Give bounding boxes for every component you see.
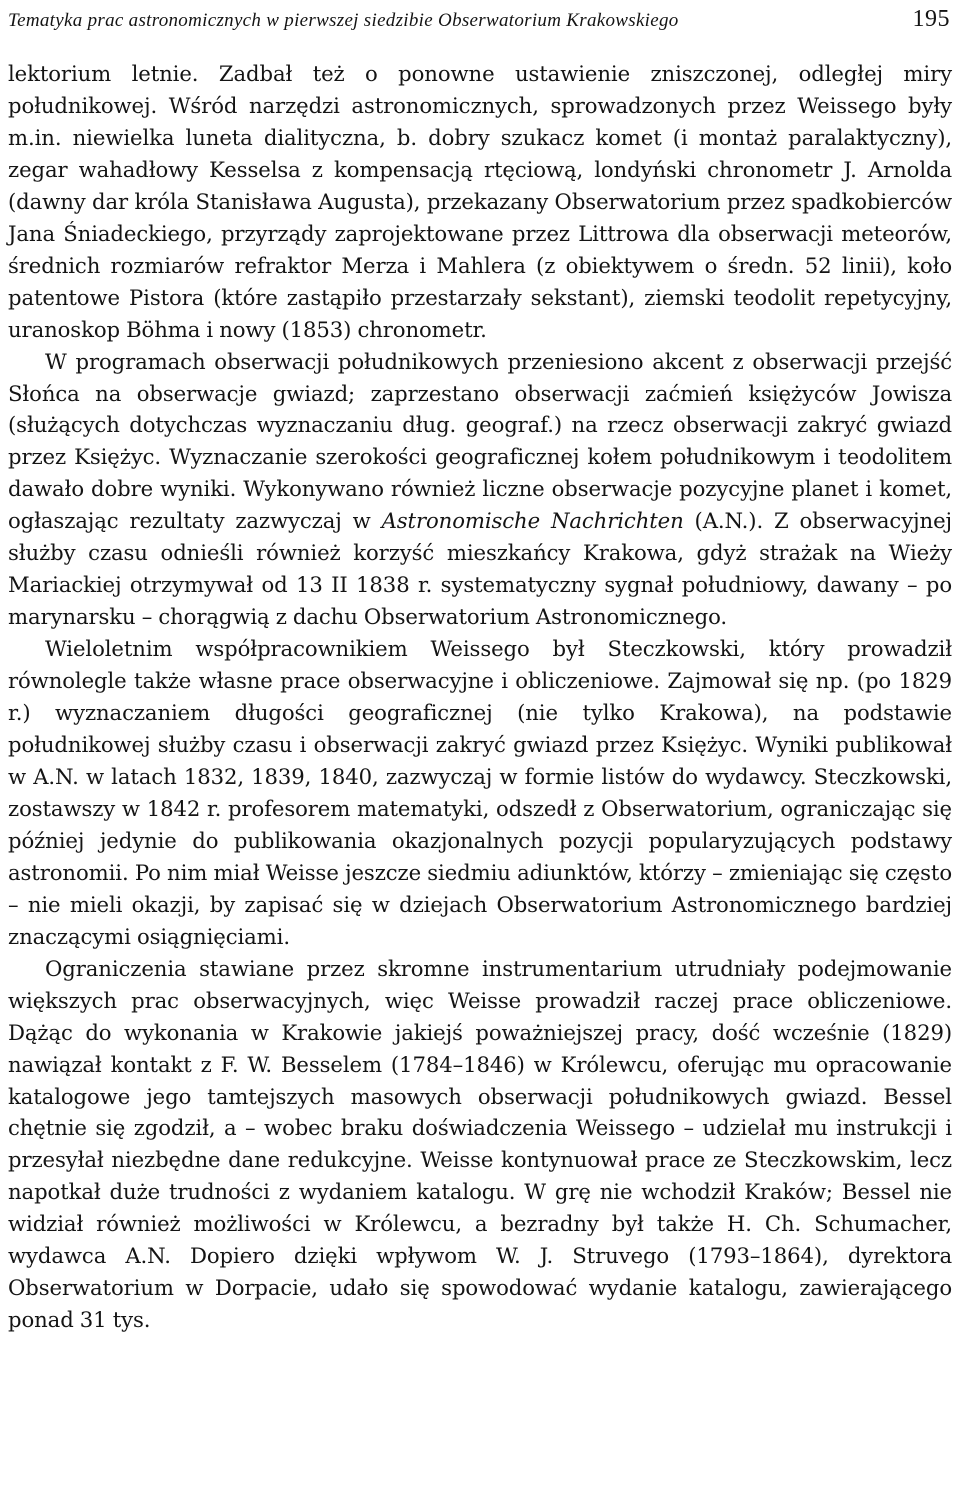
journal-title-italic: Astronomische Nachrichten	[381, 508, 684, 534]
paragraph-4: Ograniczenia stawiane przez skromne instrumentarium utrudniały podejmowanie większych prac obserwacyjnych, więc Weisse prowadził raczej prace obliczeniowe. Dążąc do wykonania w Krakowie jakiejś poważniejszej pracy, dość wcześnie (1829) nawiązał kontakt z F. W. Besselem (1784–1846) w Królewcu, oferując mu opracowanie katalogowe jego tamtejszych masowych obserwacji południkowych gwiazd. Bessel chętnie się zgodził, a – wobec braku doświadczenia Weissego – udzielał mu instrukcji i przesyłał niezbędne dane redukcyjne. Weisse kontynuował prace ze Steczkowskim, lecz napotkał duże trudności z wydaniem katalogu. W grę nie wchodził Kraków; Bessel nie widział również możliwości w Królewcu, a bezradny był także H. Ch. Schumacher, wydawca A.N. Dopiero dzięki wpływom W. J. Struvego (1793–1864), dyrektora Obserwatorium w Dorpacie, udało się spowodować wydanie katalogu, zawierającego ponad 31 tys.	[8, 955, 952, 1333]
paragraph-2	[8, 346, 952, 634]
paragraph-2-text-a: W programach obserwacji południkowych przeniesiono akcent z obserwacji przejść Słońca na obserwacje gwiazd; zaprzestano obserwacji zaćmień księżyców Jowisza (służących dotychczas wyznaczaniu dług. geograf.) na rzecz obserwacji zakryć gwiazd przez Księżyc. Wyznaczanie szerokości geograficznej kołem południkowym i teodolitem dawało dobre wyniki. Wykonywano również liczne obserwacje pozycyjne planet i komet, ogłaszając rezultaty zazwyczaj w	[8, 348, 952, 534]
running-head	[8, 6, 952, 30]
paragraph-3: Wieloletnim współpracownikiem Weissego był Steczkowski, który prowadził równolegle także własne prace obserwacyjne i obliczeniowe. Zajmował się np. (po 1829 r.) wyznaczaniem długości geograficznej (nie tylko Krakowa), na podstawie południkowej służby czasu i obserwacji zakryć gwiazd przez Księżyc. Wyniki publikował w A.N. w latach 1832, 1839, 1840, zazwyczaj w formie listów do wydawcy. Steczkowski, zostawszy w 1842 r. profesorem matematyki, odszedł z Obserwatorium, ograniczając się później jedynie do publikowania okazjonalnych pozycji popularyzujących podstawy astronomii. Po nim miał Weisse jeszcze siedmiu adiunktów, którzy – zmieniając się często – nie mieli okazji, by zapisać się w dziejach Obserwatorium Astronomicznego bardziej znaczącymi osiągnięciami.	[8, 636, 952, 949]
page-number: 195	[912, 6, 950, 32]
running-head-title: Tematyka prac astronomicznych w pierwszej siedzibie Obserwatorium Krakowskiego	[8, 10, 679, 31]
paragraph-2-text-b: (A.N.). Z obserwacyjnej służby czasu odnieśli również korzyść mieszkańcy Krakowa, gdyż strażak na Wieży Mariackiej otrzymywał od 13 II 1838 r. systematyczny sygnał południowy, dawany – po marynarsku – chorągwią z dachu Obserwatorium Astronomicznego.	[8, 508, 952, 630]
body-text	[8, 58, 952, 1336]
paragraph-1: lektorium letnie. Zadbał też o ponowne ustawienie zniszczonej, odległej miry południkowej. Wśród narzędzi astronomicznych, sprowadzonych przez Weissego były m.in. niewielka luneta dialityczna, b. dobry szukacz komet (i montaż paralaktyczny), zegar wahadłowy Kesselsa z kompensacją rtęciową, londyński chronometr J. Arnolda (dawny dar króla Stanisława Augusta), przekazany Obserwatorium przez spadkobierców Jana Śniadeckiego, przyrządy zaprojektowane przez Littrowa dla obserwacji meteorów, średnich rozmiarów refraktor Merza i Mahlera (z obiektywem o średn. 52 linii), koło patentowe Pistora (które zastąpiło przestarzały sekstant), ziemski teodolit repetycyjny, uranoskop Böhma i nowy (1853) chronometr.	[8, 61, 952, 342]
